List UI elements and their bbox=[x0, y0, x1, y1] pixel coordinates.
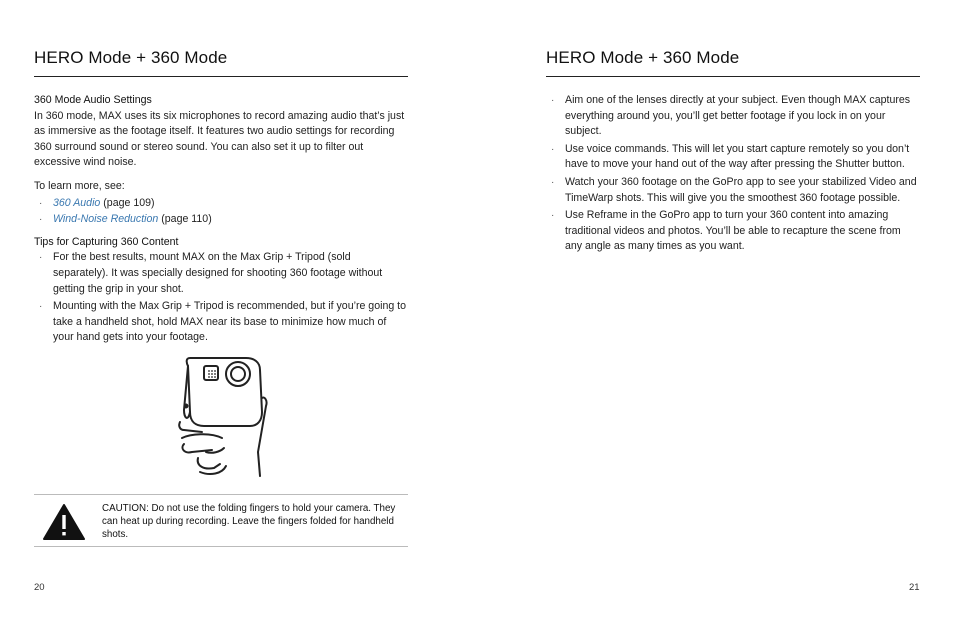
bullet: · bbox=[551, 210, 555, 222]
right-content bbox=[546, 93, 920, 257]
link-wind-noise-reduction[interactable]: Wind-Noise Reduction bbox=[53, 213, 159, 226]
page-number: 21 bbox=[909, 582, 920, 593]
bullet: · bbox=[551, 176, 555, 188]
tips-title: Tips for Capturing 360 Content bbox=[34, 235, 179, 248]
heading-rule bbox=[34, 76, 408, 77]
link-page-ref: (page 110) bbox=[161, 213, 212, 226]
right-page bbox=[477, 0, 954, 618]
tip-text: Use Reframe in the GoPro app to turn your 360 content into amazing traditional videos and photos. You’ll be able to recapture the scene from any angle as many times as you want. bbox=[565, 209, 901, 253]
link-360-audio[interactable]: 360 Audio bbox=[53, 196, 101, 209]
bullet: · bbox=[39, 197, 43, 209]
list-item bbox=[546, 142, 920, 173]
hand-holding-camera-icon bbox=[176, 352, 268, 480]
caution-box bbox=[34, 494, 408, 547]
bullet: · bbox=[39, 214, 43, 226]
audio-settings-body: In 360 mode, MAX uses its six microphones to record amazing audio that’s just as immersive as the footage itself. It features two audio settings for recording 360 surround sound or stereo sound. You can also set it up to filter out excessive wind noise. bbox=[34, 109, 405, 169]
bullet: · bbox=[39, 301, 43, 313]
tips-list bbox=[34, 250, 408, 346]
learn-more-links bbox=[34, 196, 408, 228]
list-item bbox=[34, 250, 408, 297]
bullet: · bbox=[551, 95, 555, 106]
tip-text: For the best results, mount MAX on the Max Grip + Tripod (sold separately). It was specially designed for shooting 360 footage without getting the grip in your shot. bbox=[53, 251, 383, 295]
warning-triangle-icon bbox=[42, 503, 86, 541]
list-item bbox=[546, 175, 920, 206]
link-page-ref: (page 109) bbox=[103, 196, 155, 209]
learn-more-label: To learn more, see: bbox=[34, 179, 125, 192]
left-content bbox=[34, 93, 408, 348]
tip-text: Mounting with the Max Grip + Tripod is recommended, but if you’re going to take a handheld shot, hold MAX near its base to minimize how much of your hand gets into your footage. bbox=[53, 300, 407, 344]
audio-settings-title: 360 Mode Audio Settings bbox=[34, 94, 152, 106]
bullet: · bbox=[551, 143, 555, 155]
page-heading: HERO Mode + 360 Mode bbox=[34, 48, 228, 67]
list-item bbox=[34, 299, 408, 346]
list-item bbox=[546, 208, 920, 255]
tip-text: Use voice commands. This will let you start capture remotely so you don’t have to move your hand out of the way after pressing the Shutter button. bbox=[565, 142, 910, 171]
bullet: · bbox=[39, 252, 43, 264]
heading-rule bbox=[546, 76, 920, 77]
list-item bbox=[34, 196, 408, 212]
page-number: 20 bbox=[34, 582, 45, 593]
page-heading: HERO Mode + 360 Mode bbox=[546, 48, 740, 67]
tip-text: Aim one of the lenses directly at your subject. Even though MAX captures everything around you, you’ll get better footage if you lock in on your subject. bbox=[565, 94, 911, 138]
caution-text: CAUTION: Do not use the folding fingers to hold your camera. They can heat up during recording. Leave the fingers folded for handheld shots. bbox=[102, 503, 396, 540]
list-item bbox=[546, 93, 920, 140]
tips-list-continued bbox=[546, 93, 920, 255]
list-item bbox=[34, 212, 408, 228]
tip-text: Watch your 360 footage on the GoPro app to see your stabilized Video and TimeWarp shots. This will give you the smoothest 360 footage possible. bbox=[565, 175, 917, 204]
